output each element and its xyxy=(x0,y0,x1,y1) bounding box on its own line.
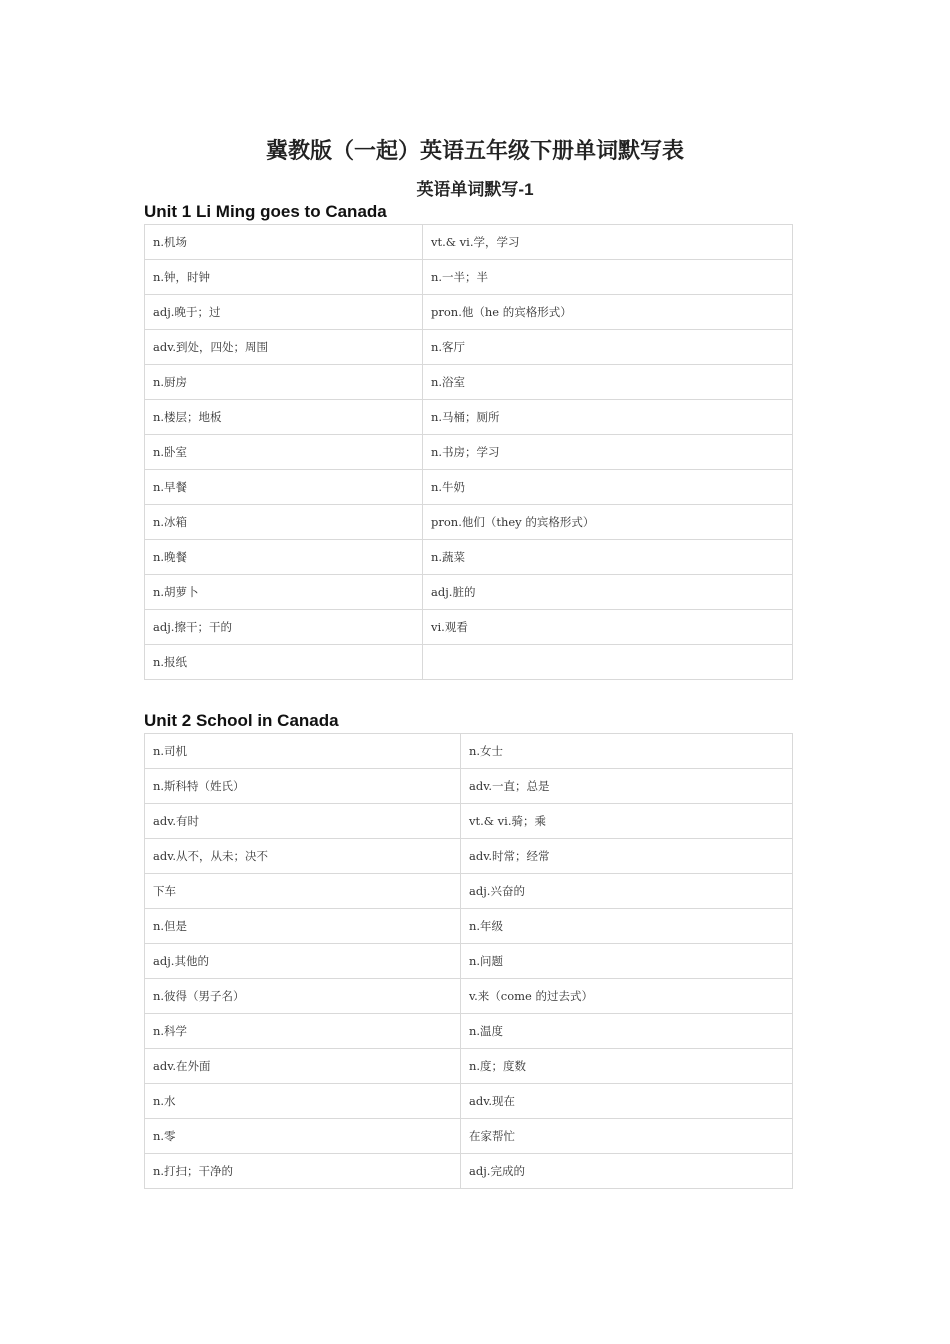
vocab-cell-left: 下车 xyxy=(145,874,461,909)
table-row xyxy=(145,1084,793,1119)
vocab-cell-left: n.彼得（男子名） xyxy=(145,979,461,1014)
vocab-cell-right: n.度；度数 xyxy=(461,1049,793,1084)
vocab-cell-right: adv.时常；经常 xyxy=(461,839,793,874)
unit2-table-body xyxy=(145,734,793,1189)
vocab-cell-left: n.报纸 xyxy=(145,645,423,680)
vocab-cell-left: n.卧室 xyxy=(145,435,423,470)
table-row xyxy=(145,1049,793,1084)
document-title: 冀教版（一起）英语五年级下册单词默写表 xyxy=(265,138,684,163)
vocab-cell-right: adj.兴奋的 xyxy=(461,874,793,909)
table-row xyxy=(145,610,793,645)
vocab-cell-left: n.零 xyxy=(145,1119,461,1154)
vocab-cell-left: adv.到处，四处；周围 xyxy=(145,330,423,365)
table-row xyxy=(145,295,793,330)
table-row xyxy=(145,400,793,435)
vocab-cell-right: v.来（come 的过去式） xyxy=(461,979,793,1014)
vocab-cell-right: n.客厅 xyxy=(423,330,793,365)
vocab-cell-right: vt.& vi.骑；乘 xyxy=(461,804,793,839)
table-row xyxy=(145,575,793,610)
table-row xyxy=(145,505,793,540)
table-row xyxy=(145,804,793,839)
vocab-cell-left: n.科学 xyxy=(145,1014,461,1049)
vocab-cell-right: adj.脏的 xyxy=(423,575,793,610)
vocab-cell-right: n.问题 xyxy=(461,944,793,979)
unit2-heading: Unit 2 School in Canada xyxy=(144,711,339,730)
vocab-cell-right: pron.他们（they 的宾格形式） xyxy=(423,505,793,540)
vocab-cell-left: adv.在外面 xyxy=(145,1049,461,1084)
vocab-cell-left: n.厨房 xyxy=(145,365,423,400)
vocab-cell-right: n.马桶；厕所 xyxy=(423,400,793,435)
vocab-cell-left: n.晚餐 xyxy=(145,540,423,575)
table-row xyxy=(145,1119,793,1154)
table-row xyxy=(145,1014,793,1049)
table-row xyxy=(145,330,793,365)
unit1-vocab-table xyxy=(144,224,793,680)
vocab-cell-left: n.机场 xyxy=(145,225,423,260)
vocab-cell-right: n.书房；学习 xyxy=(423,435,793,470)
table-row xyxy=(145,435,793,470)
vocab-cell-left: n.斯科特（姓氏） xyxy=(145,769,461,804)
vocab-cell-right xyxy=(423,645,793,680)
table-row xyxy=(145,734,793,769)
unit1-table-body xyxy=(145,225,793,680)
unit1-heading: Unit 1 Li Ming goes to Canada xyxy=(144,202,387,221)
vocab-cell-left: n.水 xyxy=(145,1084,461,1119)
vocab-cell-right: adv.一直；总是 xyxy=(461,769,793,804)
vocab-cell-left: n.打扫；干净的 xyxy=(145,1154,461,1189)
table-row xyxy=(145,225,793,260)
vocab-cell-left: n.冰箱 xyxy=(145,505,423,540)
unit2-vocab-table xyxy=(144,733,793,1189)
table-row xyxy=(145,540,793,575)
vocab-cell-left: n.胡萝卜 xyxy=(145,575,423,610)
vocab-cell-right: n.年级 xyxy=(461,909,793,944)
vocab-cell-right: n.浴室 xyxy=(423,365,793,400)
table-row xyxy=(145,944,793,979)
vocab-cell-left: adj.擦干；干的 xyxy=(145,610,423,645)
vocab-cell-left: n.早餐 xyxy=(145,470,423,505)
vocab-cell-left: adv.有时 xyxy=(145,804,461,839)
vocab-cell-right: vt.& vi.学，学习 xyxy=(423,225,793,260)
vocab-cell-left: n.楼层；地板 xyxy=(145,400,423,435)
table-row xyxy=(145,874,793,909)
vocab-cell-right: n.温度 xyxy=(461,1014,793,1049)
table-row xyxy=(145,1154,793,1189)
vocab-cell-right: 在家帮忙 xyxy=(461,1119,793,1154)
vocab-cell-right: n.女士 xyxy=(461,734,793,769)
table-row xyxy=(145,839,793,874)
vocab-cell-right: adv.现在 xyxy=(461,1084,793,1119)
vocab-cell-right: n.一半；半 xyxy=(423,260,793,295)
table-row xyxy=(145,909,793,944)
vocab-cell-left: n.钟，时钟 xyxy=(145,260,423,295)
vocab-cell-right: n.蔬菜 xyxy=(423,540,793,575)
vocab-cell-right: pron.他（he 的宾格形式） xyxy=(423,295,793,330)
table-row xyxy=(145,645,793,680)
vocab-cell-right: adj.完成的 xyxy=(461,1154,793,1189)
document-subtitle: 英语单词默写-1 xyxy=(416,180,534,199)
vocab-cell-left: n.但是 xyxy=(145,909,461,944)
vocab-cell-right: n.牛奶 xyxy=(423,470,793,505)
vocab-cell-left: adv.从不，从未；决不 xyxy=(145,839,461,874)
table-row xyxy=(145,470,793,505)
table-row xyxy=(145,260,793,295)
vocab-cell-left: n.司机 xyxy=(145,734,461,769)
table-row xyxy=(145,979,793,1014)
vocab-cell-left: adj.晚于；过 xyxy=(145,295,423,330)
table-row xyxy=(145,769,793,804)
table-row xyxy=(145,365,793,400)
vocab-cell-right: vi.观看 xyxy=(423,610,793,645)
vocab-cell-left: adj.其他的 xyxy=(145,944,461,979)
